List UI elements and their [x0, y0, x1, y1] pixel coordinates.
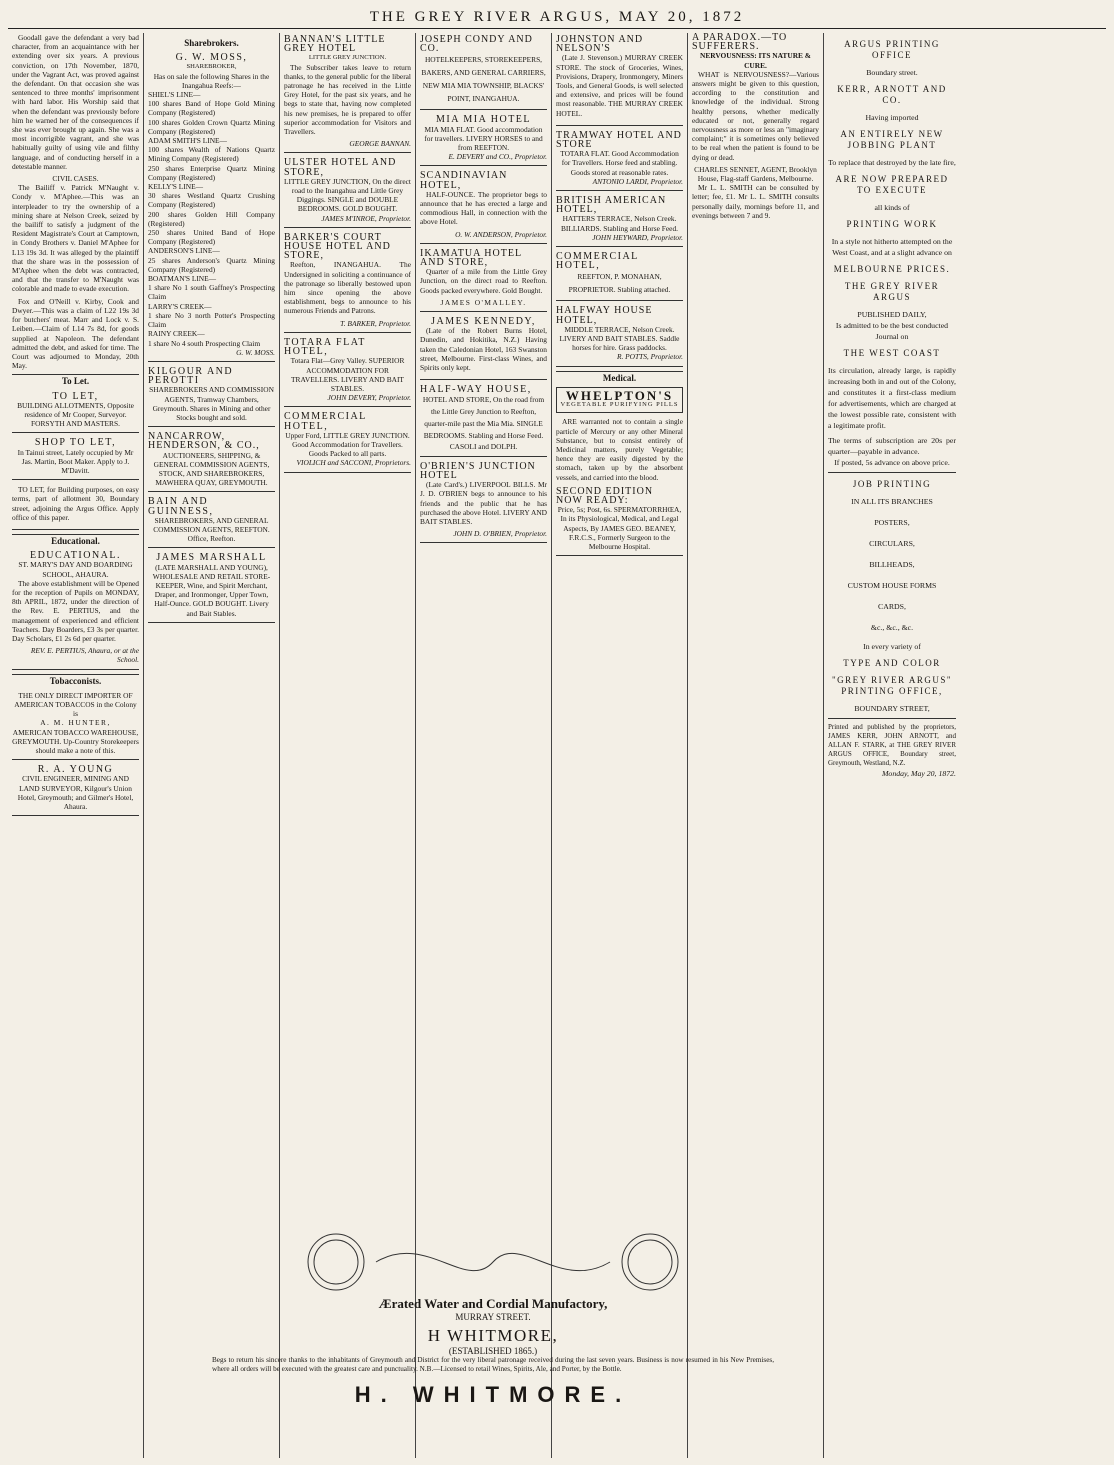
educational-heading: Educational. — [12, 534, 139, 546]
totara-sign: JOHN DEVERY, Proprietor. — [327, 393, 411, 403]
masthead: THE GREY RIVER ARGUS, MAY 20, 1872 — [8, 6, 1106, 29]
shop-to-let-ad — [12, 436, 139, 480]
second-title: SECOND EDITION NOW READY: — [556, 485, 654, 506]
ika-title: IKAMATUA HOTEL AND STORE, — [420, 247, 522, 269]
halfway-house-hotel-ad — [556, 304, 683, 366]
johnston-nelson-ad — [556, 33, 683, 126]
nh-body: AUCTIONEERS, SHIPPING, & GENERAL COMMISSION AGENTS, STOCK, AND SHAREBROKERS, MAWHERA QUAY, GREYMOUTH. — [153, 450, 270, 488]
to-let-sign: FORSYTH AND MASTERS. — [31, 419, 120, 429]
tobacco-name: A. M. HUNTER, — [40, 718, 111, 728]
mia-title: MIA MIA HOTEL — [435, 114, 532, 126]
chr-title: COMMERCIAL HOTEL, — [556, 251, 639, 272]
share-lines — [148, 90, 275, 348]
court-report-intro: Goodall gave the defendant a very bad character, from an acquaintance with her extending over six years. A previous conviction, on 17th November, 1870, under the Vagrant Act, was proved against the defendant. On that occasion she was sentenced to three months' imprisonment with hard labor. His Worship said that when the defendant was previously before him he warned her of the consequences if she was ever brought up again. She was a most incorrigible vagrant, and she was habitually guilty of using vile and filthy language, and of conducting herself in a detestable manner. — [12, 33, 139, 171]
kennedy-body: (Late of the Robert Burns Hotel, Dunedin, and Hokitika, N.Z.) Having taken the Caledonian Hotel, 163 Swanston street, Melbourne. First-class Wines, and Spirits only kept. — [420, 326, 547, 373]
style-note: In a style not hitherto attempted on the West Coast, and at a slight advance on — [831, 237, 953, 257]
commercial-reefton-ad — [556, 250, 683, 301]
published-daily: PUBLISHED DAILY, — [857, 310, 927, 319]
obrien-body: (Late Card's.) LIVERPOOL BILLS. Mr J. D. O'BRIEN begs to announce to his friends and the public that he has purchased the above Hotel. LIVERY AND BAIT STABLES. — [420, 480, 547, 526]
ulster-ad — [284, 156, 411, 227]
to-let-title: TO LET, — [52, 390, 99, 402]
kilgour-perotti-ad — [148, 365, 275, 427]
whelpton-body: ARE warranted not to contain a single particle of Mercury or any other Mineral Substance, but to consist entirely of Medicinal matters, purely Vegetable; hence they are easily digested by the stomach, taken up by the absorbent vessels, and carried into the blood. — [556, 417, 683, 482]
scand-body: HALF-OUNCE. The proprietor begs to announce that he has erected a large and commodious Hall, in connection with the above Hotel. — [420, 189, 547, 227]
ika-sign: JAMES O'MALLEY. — [440, 297, 527, 307]
moss-sign: G. W. MOSS. — [236, 347, 275, 357]
column-7 — [824, 33, 960, 1458]
barker-body: Reefton, INANGAHUA. The Undersigned in soliciting a continuance of the patronage so liberally bestowed upon him since opening the above establishment, begs to announce to his numerous Friends and Patrons. — [284, 260, 411, 316]
job-printing: JOB PRINTING — [852, 479, 932, 489]
whitmore-heading: Ærated Water and Cordial Manufactory, — [378, 1296, 608, 1311]
circulation-text: Its circulation, already large, is rapidly increasing both in and out of the Colony, and constitutes it a first-class medium for advertisements, which are charged at the lowest possible rate, consistent with a legitimate profit. — [828, 366, 956, 430]
building-to-let-ad — [12, 483, 139, 530]
second-body: Price, 5s; Post, 6s. SPERMATORRHŒA, In its Physiological, Medical, and Legal Aspects, By JAMES GEO. BEANEY, F.R.C.S., Formerly Surgeon to the Melbourne Hospital. — [557, 505, 682, 551]
job-item: CARDS, — [878, 602, 906, 611]
boundary-street: BOUNDARY STREET, — [854, 704, 930, 713]
tramway-body: TOTARA FLAT. Good Accommodation for Travellers. Horse feed and stabling. Goods stored at reasonable rates. — [560, 149, 679, 177]
share-line: 1 share No 1 south Gaffney's Prospecting Claim — [148, 283, 275, 302]
nancarrow-ad — [148, 430, 275, 492]
fire-note: To replace that destroyed by the late fire, — [828, 158, 956, 167]
scandinavian-ad — [420, 169, 547, 243]
condy-body: HOTELKEEPERS, STOREKEEPERS, BAKERS, AND GENERAL CARRIERS, NEW MIA MIA TOWNSHIP, BLACKS' POINT, INANGAHUA. — [421, 55, 546, 104]
comm-sign: VIOLICH and SACCONI, Proprietors. — [296, 458, 411, 468]
job-item: CUSTOM HOUSE FORMS — [847, 581, 937, 590]
mia-ad — [420, 113, 547, 166]
firm-name: KERR, ARNOTT AND CO. — [837, 84, 947, 105]
kp-body: SHAREBROKERS AND COMMISSION AGENTS, Tramway Chambers, Greymouth. Shares in Mining and other Stocks bought and sold. — [149, 385, 274, 422]
whitmore-body: Begs to return his sincere thanks to the inhabitants of Greymouth and District for the very liberal patronage received during the last seven years. Business is now resumed in his New Premises, where all orders will be executed with the greatest care and punctuality. N.B.—Licensed to retail Wines, Spirits, Ale, and Porter, by the Bottle. — [212, 1356, 774, 1373]
whelpton-logo-sub: VEGETABLE PURIFYING PILLS — [560, 401, 679, 409]
ulster-sign: JAMES M'INROE, Proprietor. — [321, 213, 411, 223]
tramway-sign: ANTONIO LARDI, Proprietor. — [592, 176, 683, 186]
column-1 — [8, 33, 144, 1458]
whitmore-name: H WHITMORE, — [427, 1326, 559, 1345]
whitmore-established: (ESTABLISHED 1865.) — [448, 1346, 538, 1356]
bannan-ad — [284, 33, 411, 153]
ulster-title: ULSTER HOTEL AND STORE, — [284, 157, 397, 178]
young-body: CIVIL ENGINEER, MINING AND LAND SURVEYOR, Kilgour's Union Hotel, Greymouth; and Gilmer's Hotel, Ahaura. — [17, 774, 134, 812]
share-line: KELLY'S LINE— — [148, 182, 203, 192]
bannan-sign: GEORGE BANNAN. — [349, 139, 411, 149]
bg-title: BAIN AND GUINNESS, — [148, 496, 214, 517]
best-conducted: Is admitted to be the best conducted Journal on — [835, 321, 949, 341]
barker-ad — [284, 231, 411, 333]
barker-sign: T. BARKER, Proprietor. — [340, 318, 411, 328]
totara-title: TOTARA FLAT HOTEL, — [284, 336, 366, 358]
new-jobbing-plant: AN ENTIRELY NEW JOBBING PLANT — [840, 129, 944, 150]
argus-address: Boundary street. — [866, 68, 918, 77]
paradox-sub: NERVOUSNESS: ITS NATURE & CURE. — [700, 51, 811, 70]
obrien-title: O'BRIEN'S JUNCTION HOTEL — [420, 460, 536, 481]
school-name: ST. MARY'S DAY AND BOARDING SCHOOL, AHAURA. — [18, 560, 133, 579]
bg-body: SHAREBROKERS, AND GENERAL COMMISSION AGENTS, REEFTON. Office, Reefton. — [153, 515, 270, 544]
all-branches: IN ALL ITS BRANCHES — [851, 497, 933, 506]
share-line: 100 shares Wealth of Nations Quartz Mining Company (Registered) — [148, 145, 275, 164]
ornament-icon — [376, 1253, 610, 1270]
share-line: 25 shares Anderson's Quartz Mining Company (Registered) — [148, 255, 275, 274]
moss-sub: SHAREBROKER, — [186, 63, 237, 71]
comm-body: Upper Ford, LITTLE GREY JUNCTION. Good Accommodation for Travellers. Goods Packed to all parts. — [285, 430, 410, 459]
hw-title: HALFWAY HOUSE HOTEL, — [556, 305, 653, 326]
building-to-let-text: TO LET, for Building purposes, on easy terms, part of allotment 30, Boundary street, adjoining the Argus Office. Apply office of this paper. — [12, 485, 139, 522]
share-line: SHIEL'S LINE— — [148, 90, 201, 100]
posted-advance: If posted, 5s advance on above price. — [834, 458, 950, 467]
bah-sign: JOHN HEYWARD, Proprietor. — [592, 232, 683, 242]
barker-title: BARKER'S COURT HOUSE HOTEL AND STORE, — [284, 231, 391, 262]
bannan-body: The Subscriber takes leave to return thanks, to the general public for the liberal patronage he has received in the Little Grey Hotel, for the past six years, and he begs to state that, having now completed his new premises, he is prepared to offer superior accommodation for Visitors and Travellers. — [284, 62, 411, 137]
share-line: 30 shares Westland Quartz Crushing Company (Registered) — [148, 191, 275, 210]
paradox-body: WHAT is NERVOUSNESS?—Various answers might be given to this question, according to the constitution and knowledge of the individual. Strong healthy persons, whether medically educated or not, generally regard nervousness as more or less an "imaginary complaint;" it is sometimes only believed to be real when the patient is found to be dying or dead. — [692, 69, 819, 162]
kennedy-ad — [420, 315, 547, 380]
share-line: BOATMAN'S LINE— — [148, 274, 217, 284]
comm-title: COMMERCIAL HOTEL, — [284, 411, 367, 432]
chr-body: REEFTON, P. MONAHAN, PROPRIETOR. Stabling attached. — [568, 272, 671, 295]
mia-body: MIA MIA FLAT. Good accommodation for travellers. LIVERY HORSES to and from REEFTON. — [424, 124, 543, 153]
grey-river-argus: THE GREY RIVER ARGUS — [844, 281, 940, 302]
young-ad — [12, 763, 139, 816]
halfway-body: HOTEL AND STORE, On the road from the Little Grey Junction to Reefton, quarter-mile past the Mia Mia. SINGLE BEDROOMS. Stabling and Horse Feed. — [422, 395, 545, 441]
share-line: ANDERSON'S LINE— — [148, 246, 220, 256]
ulster-body: LITTLE GREY JUNCTION, On the direct road to the Inangahua and Little Grey Diggings. SINGLE and DOUBLE BEDROOMS. GOLD BOUGHT. — [284, 176, 411, 214]
tramway-title: TRAMWAY HOTEL AND STORE — [556, 129, 682, 151]
obrien-ad — [420, 460, 547, 544]
bah-body: HATTERS TERRACE, Nelson Creek. BILLIARDS. Stabling and Horse Feed. — [560, 214, 678, 233]
whelpton-logo-text: WHELPTON'S — [565, 387, 674, 403]
moss-intro: Has on sale the following Shares in the Inangahua Reefs:— — [153, 71, 270, 90]
tobacconists-heading: Tobacconists. — [12, 674, 139, 686]
jn-title: JOHNSTON AND NELSON'S — [556, 34, 644, 55]
to-let-heading: To Let. — [12, 374, 139, 386]
subscription-terms: The terms of subscription are 20s per quarter—payable in advance. — [828, 436, 956, 456]
type-and-color: TYPE AND COLOR — [843, 658, 941, 668]
kennedy-title: JAMES KENNEDY, — [431, 316, 536, 328]
prepared-to-execute: ARE NOW PREPARED TO EXECUTE — [835, 174, 949, 195]
medals-illustration — [206, 1228, 780, 1294]
british-american-ad — [556, 194, 683, 247]
whitmore-ad — [206, 1296, 780, 1408]
educational-ad — [12, 549, 139, 669]
divider — [828, 472, 956, 473]
bain-guinness-ad — [148, 495, 275, 548]
argus-office-title: ARGUS PRINTING OFFICE — [844, 39, 940, 60]
obrien-sign: JOHN D. O'BRIEN, Proprietor. — [453, 529, 547, 539]
job-item: CIRCULARS, — [869, 539, 915, 548]
sharebrokers-heading: Sharebrokers. — [184, 38, 239, 48]
sennet-address: CHARLES SENNET, AGENT, Brooklyn House, Flag-staff Gardens, Melbourne. — [694, 164, 817, 184]
tobacco-body: THE ONLY DIRECT IMPORTER OF AMERICAN TOBACCOS in the Colony is — [14, 690, 137, 719]
job-item: &c., &c., &c. — [870, 623, 914, 632]
share-line: 200 shares Golden Hill Company (Registered) — [148, 209, 275, 228]
share-line: 1 share No 3 north Potter's Prospecting Claim — [148, 310, 275, 330]
civil-case-text: The Bailiff v. Patrick M'Naught v. Condy v. M'Aphee.—This was an interpleader to try the ownership of a mining share at Nelson Creek, seized by the bailiff to satisfy a judgment of the Resident Magistrate's Court at Camptown, in Condy Brothers v. Daniel M'Aphee for L13 19s 3d. It was alleged by the plaintiff that the share was in the possession of M'Aphee when the debt was contracted, and that the transfer to M'Naught was colorable and made to evade execution. — [12, 183, 139, 294]
printing-work: PRINTING WORK — [846, 219, 938, 229]
medical-heading: Medical. — [556, 371, 683, 383]
job-item: POSTERS, — [874, 518, 910, 527]
condy-title: JOSEPH CONDY AND CO. — [420, 34, 533, 55]
hw-sign: R. POTTS, Proprietor. — [616, 352, 683, 362]
halfway-house-ad — [420, 383, 547, 456]
commercial-ad — [284, 410, 411, 472]
moss-ad — [148, 51, 275, 362]
whitmore-footer: H. WHITMORE. — [354, 1382, 632, 1407]
hw-body: MIDDLE TERRACE, Nelson Creek. LIVERY AND BAIT STABLES. Saddle horses for hire. Grass paddocks. — [559, 324, 680, 353]
educational-title: EDUCATIONAL. — [29, 550, 122, 562]
tramway-ad — [556, 129, 683, 191]
moss-title: G. W. MOSS, — [175, 52, 248, 64]
argus-printing-office: "GREY RIVER ARGUS" PRINTING OFFICE, — [831, 675, 953, 696]
whitmore-street: MURRAY STREET. — [455, 1312, 531, 1322]
totara-ad — [284, 336, 411, 407]
mia-sign: E. DEVERY and CO., Proprietor. — [448, 152, 547, 162]
job-item: BILLHEADS, — [869, 560, 915, 569]
bannan-sub: LITTLE GREY JUNCTION. — [308, 54, 387, 62]
share-line: RAINY CREEK— — [148, 329, 205, 339]
share-line: 100 shares Golden Crown Quartz Mining Company (Registered) — [148, 117, 275, 136]
imprint-date: Monday, May 20, 1872. — [881, 769, 956, 778]
melbourne-prices: MELBOURNE PRICES. — [833, 264, 951, 274]
condy-ad — [420, 33, 547, 110]
shop-to-let-body: In Tainui street, Lately occupied by Mr Jas. Martin, Boot Maker. Apply to J. M'Davitt. — [17, 447, 134, 475]
civil-case-others: Fox and O'Neill v. Kirby, Cook and Dwyer.—This was a claim of L22 19s 3d for butchers' meat. Marr and Lock v. S. Leiben.—Claim of L14 7s 8d, for goods supplied at Napoleon. The defendant admitted the debt, and asked for time. The Court was adjourned to Monday, 20th May. — [12, 296, 139, 371]
share-line: 250 shares United Band of Hope Company (Registered) — [148, 228, 275, 247]
paradox-title: A PARADOX.—TO SUFFERERS. — [692, 33, 788, 53]
young-title: R. A. YOUNG — [37, 764, 114, 776]
kp-title: KILGOUR AND PEROTTI — [148, 365, 234, 387]
halfway-sign: CASOLI and DOLPH. — [449, 442, 518, 452]
divider — [828, 718, 956, 719]
second-edition-ad — [556, 485, 683, 556]
whelpton-logo — [556, 387, 683, 413]
to-let-body: BUILDING ALLOTMENTS, Opposite residence of Mr Cooper, Surveyor. — [17, 400, 134, 419]
share-line: 100 shares Band of Hope Gold Mining Company (Registered) — [148, 99, 275, 118]
marshall-ad — [148, 551, 275, 622]
share-line: ADAM SMITH'S LINE— — [148, 136, 227, 146]
ikamatua-ad — [420, 247, 547, 312]
share-line: 250 shares Enterprise Quartz Mining Company (Registered) — [148, 163, 275, 182]
bah-title: BRITISH AMERICAN HOTEL, — [556, 195, 667, 216]
nh-title: NANCARROW, HENDERSON, & CO., — [148, 431, 260, 452]
scand-title: SCANDINAVIAN HOTEL, — [420, 170, 508, 191]
tobacco-addr: AMERICAN TOBACCO WAREHOUSE, GREYMOUTH. Up-Country Storekeepers should make a note of this. — [12, 727, 139, 756]
having-imported: Having imported — [865, 113, 919, 122]
jm-title: JAMES MARSHALL — [156, 552, 267, 564]
smith-body: Mr L. L. SMITH can be consulted by letter; fee, £1. Mr L. L. SMITH consults personally daily, mornings before 11, and evenings between 7 and 9. — [692, 183, 819, 220]
jn-body: (Late J. Stevenson.) MURRAY CREEK STORE. The stock of Groceries, Wines, Provisions, Drapery, Ironmongery, Miners Tools, and General Goods, is well selected and extensive, and prices will be found most reasonable. THE MURRAY CREEK HOTEL. — [556, 53, 683, 118]
civil-cases-heading: CIVIL CASES. — [52, 174, 99, 184]
share-line: 1 share No 4 south Prospecting Claim — [148, 338, 261, 348]
ika-body: Quarter of a mile from the Little Grey Junction, on the direct road to Reefton. Goods packed everywhere. Gold Bought. — [420, 267, 547, 295]
all-kinds: all kinds of — [874, 203, 910, 212]
jm-body: (LATE MARSHALL AND YOUNG), WHOLESALE AND RETAIL STORE-KEEPER, Wine, and Spirit Merchant, Draper, and Ironmonger, Upper Town, Half-Ounce. GOLD BOUGHT. Livery and Bait Stables. — [152, 562, 271, 618]
imprint: Printed and published by the proprietors, JAMES KERR, JOHN ARNOTT, and ALLAN F. STARK, at THE GREY RIVER ARGUS OFFICE, Boundary street, Greymouth, Westland, N.Z. — [828, 723, 956, 767]
west-coast: THE WEST COAST — [843, 348, 941, 358]
shop-to-let-title: SHOP TO LET, — [34, 437, 117, 449]
bannan-title: BANNAN'S LITTLE GREY HOTEL — [284, 34, 386, 55]
variety-of: In every variety of — [863, 642, 921, 651]
tobacconist-ad — [12, 689, 139, 760]
totara-body: Totara Flat—Grey Valley. SUPERIOR ACCOMMODATION FOR TRAVELLERS. LIVERY AND BAIT STABLES. — [290, 356, 405, 393]
share-line: LARRY'S CREEK— — [148, 301, 212, 311]
school-body: The above establishment will be Opened for the reception of Pupils on MONDAY, 8th APRIL, 1872, under the direction of the Rev. E. PERTIUS, and the management of experienced and efficient Teachers. Day Boarders, £3 3s per quarter. Day Scholars, £1 2s 6d per quarter. — [12, 578, 139, 643]
school-sign: REV. E. PERTIUS, Ahaura, or at the School. — [30, 646, 139, 665]
to-let-allotments-ad — [12, 390, 139, 434]
scand-sign: O. W. ANDERSON, Proprietor. — [455, 229, 547, 239]
halfway-title: HALF-WAY HOUSE, — [420, 384, 532, 396]
